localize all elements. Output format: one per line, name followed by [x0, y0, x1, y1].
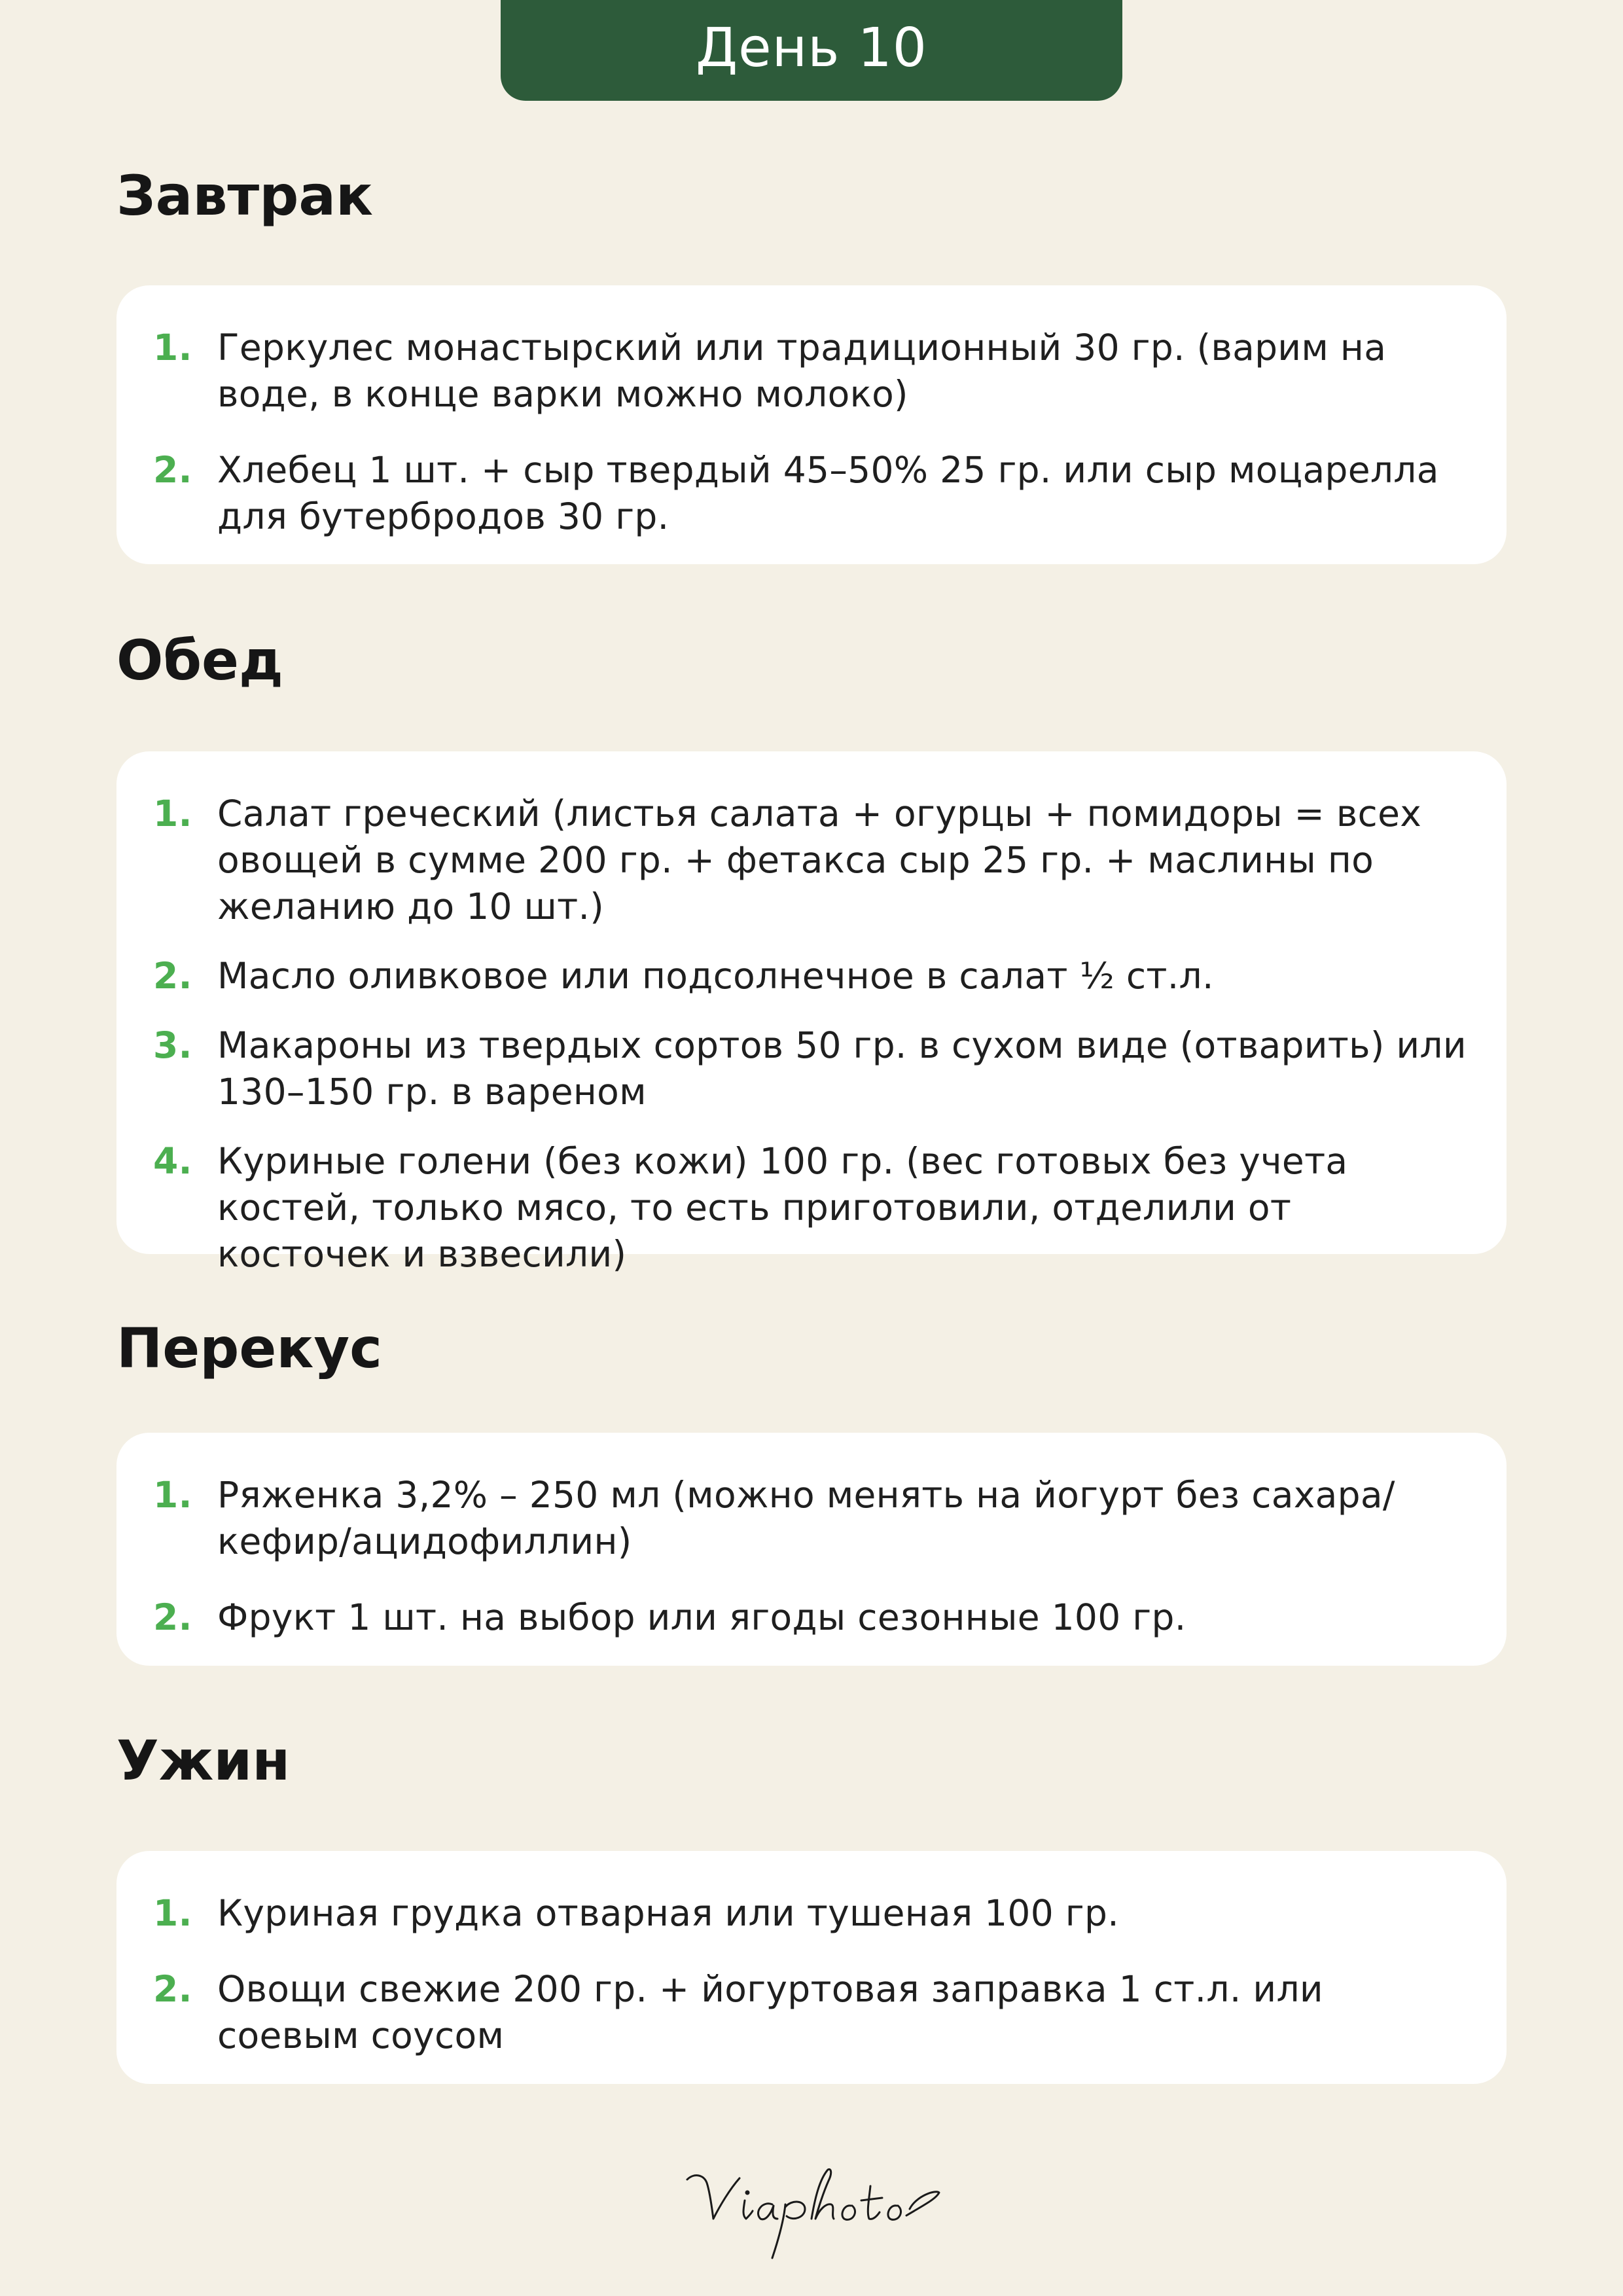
- signature-logo: [674, 2153, 949, 2265]
- section-title-snack: Перекус: [116, 1316, 382, 1380]
- list-item: [153, 1890, 1474, 1937]
- dinner-card: [116, 1851, 1507, 2084]
- item-number: 1.: [153, 1474, 192, 1516]
- item-text: Ряженка 3,2% – 250 мл (можно менять на йогурт без сахара/ кефир/ацидофиллин): [217, 1474, 1395, 1562]
- day-label: День 10: [696, 17, 927, 79]
- list-item: [153, 1594, 1474, 1641]
- section-title-breakfast: Завтрак: [116, 164, 374, 228]
- list-item: [153, 1138, 1474, 1278]
- item-number: 1.: [153, 327, 192, 368]
- list-item: [153, 1022, 1474, 1115]
- section-title-dinner: Ужин: [116, 1729, 291, 1793]
- list-item: [153, 1966, 1474, 2059]
- lunch-card: [116, 751, 1507, 1275]
- item-number: 1.: [153, 1892, 192, 1934]
- breakfast-card: [116, 285, 1507, 564]
- list-item: [153, 953, 1474, 999]
- list-item: [153, 1472, 1474, 1565]
- item-text: Хлебец 1 шт. + сыр твердый 45–50% 25 гр. или сыр моцарелла для бутербродов 30 гр.: [217, 449, 1439, 537]
- section-title-lunch: Обед: [116, 628, 283, 692]
- item-text: Овощи свежие 200 гр. + йогуртовая заправка 1 ст.л. или соевым соусом: [217, 1968, 1323, 2056]
- item-number: 4.: [153, 1140, 192, 1182]
- day-header-tab: [501, 0, 1122, 101]
- snack-card: [116, 1433, 1507, 1666]
- list-item: [153, 325, 1474, 418]
- item-text: Геркулес монастырский или традиционный 30 гр. (варим на воде, в конце варки можно молоко): [217, 327, 1387, 415]
- list-item: [153, 447, 1474, 540]
- item-number: 2.: [153, 1968, 192, 2010]
- item-number: 1.: [153, 793, 192, 834]
- list-item: [153, 791, 1474, 930]
- item-text: Куриные голени (без кожи) 100 гр. (вес готовых без учета костей, только мясо, то есть приготовили, отделили от косточек и взвесили): [217, 1140, 1348, 1275]
- item-text: Куриная грудка отварная или тушеная 100 гр.: [217, 1892, 1119, 1934]
- item-text: Макароны из твердых сортов 50 гр. в сухом виде (отварить) или 130–150 гр. в вареном: [217, 1024, 1467, 1113]
- item-number: 2.: [153, 1596, 192, 1638]
- item-text: Салат греческий (листья салата + огурцы + помидоры = всех овощей в сумме 200 гр. + фетакса сыр 25 гр. + маслины по желанию до 10 шт.): [217, 793, 1422, 927]
- item-number: 2.: [153, 955, 192, 997]
- item-number: 3.: [153, 1024, 192, 1066]
- item-number: 2.: [153, 449, 192, 491]
- item-text: Масло оливковое или подсолнечное в салат ½ ст.л.: [217, 955, 1214, 997]
- item-text: Фрукт 1 шт. на выбор или ягоды сезонные 100 гр.: [217, 1596, 1186, 1638]
